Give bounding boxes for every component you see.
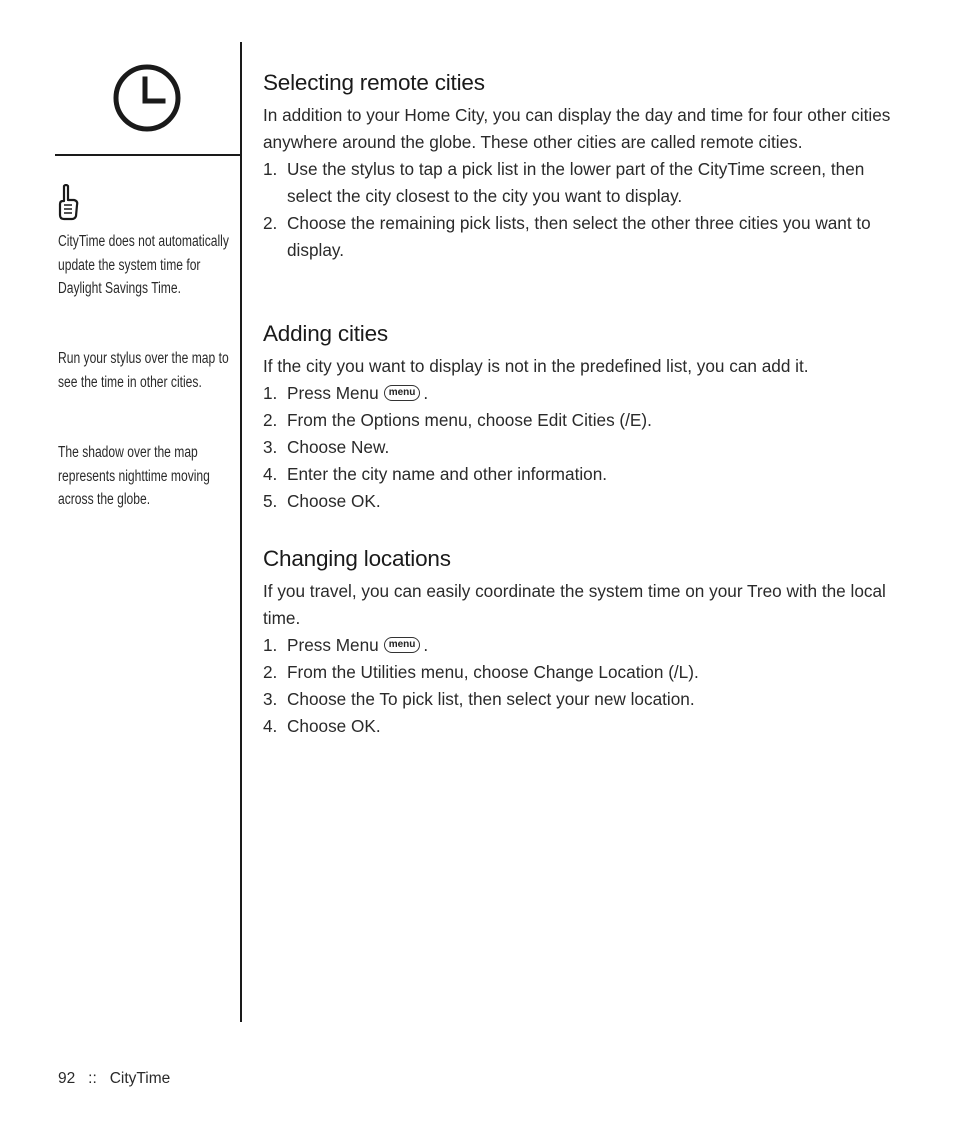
section-heading: Adding cities — [263, 321, 388, 346]
section-intro: If you travel, you can easily coordinate the system time on your Treo with the local time. — [263, 581, 886, 628]
menu-button-icon: menu — [384, 637, 421, 653]
vertical-divider — [240, 42, 242, 1022]
section-selecting-remote-cities — [263, 68, 903, 264]
section-changing-locations — [263, 544, 903, 740]
clock-icon — [112, 63, 182, 133]
footer-separator: :: — [88, 1070, 97, 1087]
chapter-title: CityTime — [109, 1070, 171, 1087]
list-item: 2. From the Options menu, choose Edit Cities (/E). — [263, 410, 652, 430]
steps-list — [263, 156, 903, 264]
list-item: 1. Use the stylus to tap a pick list in the lower part of the CityTime screen, then select the city closest to the city you want to display. — [263, 159, 865, 206]
section-heading: Selecting remote cities — [263, 70, 485, 95]
list-item: 1. Press Menu menu . — [263, 383, 429, 403]
steps-list — [263, 380, 903, 515]
sidebar-divider — [55, 154, 241, 156]
menu-button-icon: menu — [384, 385, 421, 401]
sidebar-note: Run your stylus over the map to see the time in other cities. — [58, 350, 229, 391]
list-item: 4. Enter the city name and other information. — [263, 464, 608, 484]
list-item: 2. From the Utilities menu, choose Change Location (/L). — [263, 662, 699, 682]
section-heading: Changing locations — [263, 546, 451, 571]
sidebar-note: CityTime does not automatically update the system time for Daylight Savings Time. — [58, 233, 229, 297]
page-footer — [58, 1070, 170, 1088]
steps-list — [263, 632, 903, 740]
list-item: 2. Choose the remaining pick lists, then select the other three cities you want to display. — [263, 213, 871, 260]
list-item: 5. Choose OK. — [263, 491, 381, 511]
list-item: 3. Choose New. — [263, 437, 390, 457]
sidebar-note: The shadow over the map represents nighttime moving across the globe. — [58, 444, 210, 508]
list-item: 3. Choose the To pick list, then select your new location. — [263, 689, 695, 709]
section-adding-cities — [263, 319, 903, 515]
list-item: 1. Press Menu menu . — [263, 635, 429, 655]
section-intro: If the city you want to display is not in the predefined list, you can add it. — [263, 356, 809, 376]
section-intro: In addition to your Home City, you can display the day and time for four other cities anywhere around the globe. These other cities are called remote cities. — [263, 105, 891, 152]
page-number: 92 — [58, 1070, 76, 1087]
pointing-hand-icon — [56, 184, 80, 222]
list-item: 4. Choose OK. — [263, 716, 381, 736]
